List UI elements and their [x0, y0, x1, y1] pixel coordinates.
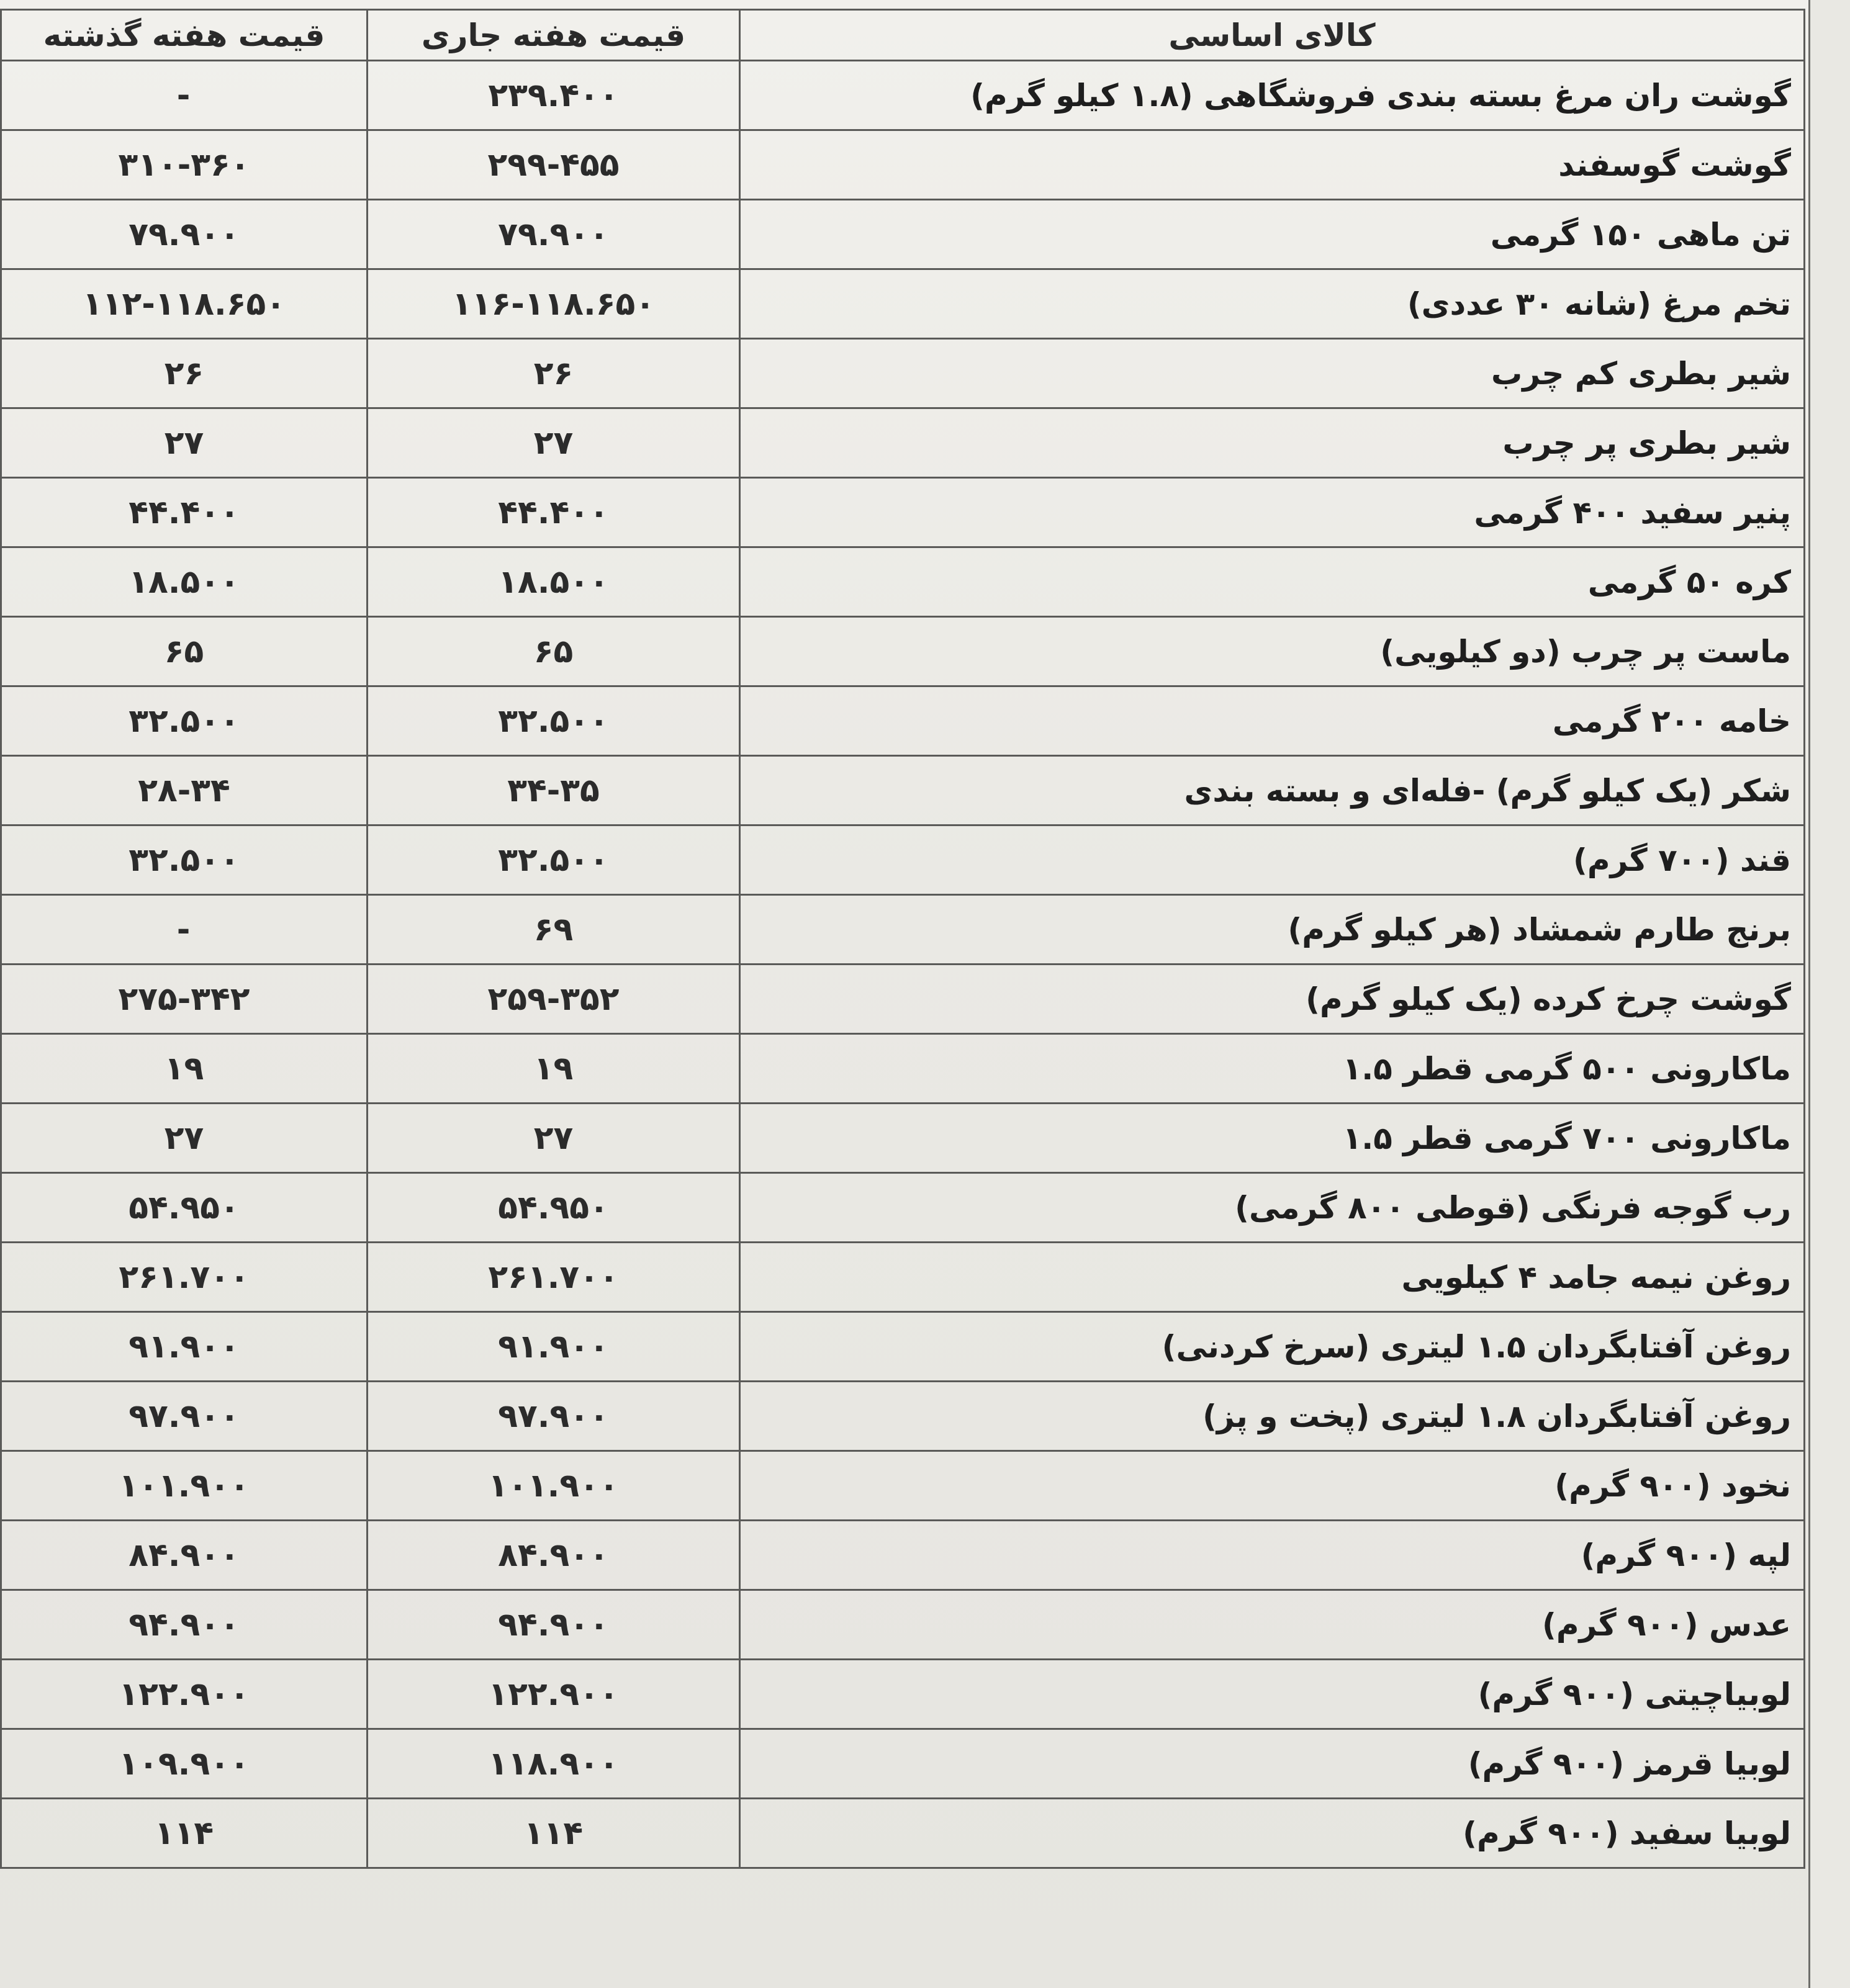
current-price-cell: ۹۱.۹۰۰ — [368, 1312, 740, 1382]
current-price-cell: ۲۷ — [368, 408, 740, 478]
previous-price-cell: - — [1, 895, 368, 965]
previous-price-cell: ۱۲۲.۹۰۰ — [1, 1660, 368, 1729]
table-body — [1, 61, 1805, 1868]
current-price-cell: ۶۵ — [368, 617, 740, 686]
current-price-cell: ۵۴.۹۵۰ — [368, 1173, 740, 1243]
current-price-cell: ۱۸.۵۰۰ — [368, 547, 740, 617]
previous-price-cell: ۲۸-۳۴ — [1, 756, 368, 825]
previous-price-cell: ۲۷ — [1, 408, 368, 478]
current-price-cell: ۳۲.۵۰۰ — [368, 686, 740, 756]
previous-price-cell: ۵۴.۹۵۰ — [1, 1173, 368, 1243]
table-header-row — [1, 10, 1805, 61]
previous-price-cell: ۱۰۹.۹۰۰ — [1, 1729, 368, 1799]
current-price-cell: ۲۶ — [368, 339, 740, 408]
table-row — [1, 1034, 1805, 1104]
previous-price-cell: ۹۷.۹۰۰ — [1, 1382, 368, 1451]
current-price-cell: ۹۴.۹۰۰ — [368, 1590, 740, 1660]
table-row — [1, 1451, 1805, 1521]
item-name-cell: قند (۷۰۰ گرم) — [740, 825, 1805, 895]
current-price-cell: ۱۱۸.۹۰۰ — [368, 1729, 740, 1799]
previous-price-cell: ۷۹.۹۰۰ — [1, 200, 368, 269]
item-name-cell: ماکارونی ۷۰۰ گرمی قطر ۱.۵ — [740, 1104, 1805, 1173]
table-row — [1, 408, 1805, 478]
previous-price-cell: ۹۱.۹۰۰ — [1, 1312, 368, 1382]
previous-price-cell: ۱۱۴ — [1, 1799, 368, 1868]
price-table — [0, 9, 1805, 1869]
table-row — [1, 617, 1805, 686]
previous-price-cell: ۲۶۱.۷۰۰ — [1, 1243, 368, 1312]
current-price-cell: ۴۴.۴۰۰ — [368, 478, 740, 547]
previous-price-cell: ۳۲.۵۰۰ — [1, 825, 368, 895]
table-row — [1, 1660, 1805, 1729]
table-row — [1, 61, 1805, 130]
table-row — [1, 756, 1805, 825]
table-row — [1, 1521, 1805, 1590]
current-price-cell: ۱۱۶-۱۱۸.۶۵۰ — [368, 269, 740, 339]
item-name-cell: تخم مرغ (شانه ۳۰ عددی) — [740, 269, 1805, 339]
previous-price-cell: ۴۴.۴۰۰ — [1, 478, 368, 547]
previous-price-cell: ۶۵ — [1, 617, 368, 686]
table-row — [1, 965, 1805, 1034]
current-price-cell: ۱۱۴ — [368, 1799, 740, 1868]
item-name-cell: خامه ۲۰۰ گرمی — [740, 686, 1805, 756]
item-name-cell: کره ۵۰ گرمی — [740, 547, 1805, 617]
table-row — [1, 825, 1805, 895]
table-row — [1, 1104, 1805, 1173]
previous-price-cell: ۱۰۱.۹۰۰ — [1, 1451, 368, 1521]
table-row — [1, 269, 1805, 339]
item-name-cell: لوبیاچیتی (۹۰۰ گرم) — [740, 1660, 1805, 1729]
current-price-cell: ۳۲.۵۰۰ — [368, 825, 740, 895]
item-name-cell: ماکارونی ۵۰۰ گرمی قطر ۱.۵ — [740, 1034, 1805, 1104]
current-price-cell: ۳۴-۳۵ — [368, 756, 740, 825]
current-price-cell: ۲۷ — [368, 1104, 740, 1173]
current-price-cell: ۲۳۹.۴۰۰ — [368, 61, 740, 130]
table-row — [1, 1382, 1805, 1451]
previous-price-cell: ۲۷۵-۳۴۲ — [1, 965, 368, 1034]
table-row — [1, 1243, 1805, 1312]
item-name-cell: شیر بطری پر چرب — [740, 408, 1805, 478]
item-name-cell: نخود (۹۰۰ گرم) — [740, 1451, 1805, 1521]
current-price-cell: ۲۶۱.۷۰۰ — [368, 1243, 740, 1312]
item-name-cell: رب گوجه فرنگی (قوطی ۸۰۰ گرمی) — [740, 1173, 1805, 1243]
item-name-cell: ماست پر چرب (دو کیلویی) — [740, 617, 1805, 686]
previous-price-cell: ۲۶ — [1, 339, 368, 408]
item-name-cell: گوشت چرخ کرده (یک کیلو گرم) — [740, 965, 1805, 1034]
previous-price-cell: - — [1, 61, 368, 130]
item-name-cell: لوبیا قرمز (۹۰۰ گرم) — [740, 1729, 1805, 1799]
table-row — [1, 200, 1805, 269]
current-price-cell: ۸۴.۹۰۰ — [368, 1521, 740, 1590]
current-price-cell: ۶۹ — [368, 895, 740, 965]
table-row — [1, 339, 1805, 408]
item-name-cell: گوشت ران مرغ بسته بندی فروشگاهی (۱.۸ کیلو گرم) — [740, 61, 1805, 130]
item-name-cell: پنیر سفید ۴۰۰ گرمی — [740, 478, 1805, 547]
current-price-cell: ۱۰۱.۹۰۰ — [368, 1451, 740, 1521]
previous-price-cell: ۳۲.۵۰۰ — [1, 686, 368, 756]
item-name-cell: گوشت گوسفند — [740, 130, 1805, 200]
current-price-cell: ۷۹.۹۰۰ — [368, 200, 740, 269]
item-name-cell: شکر (یک کیلو گرم) -فله‌ای و بسته بندی — [740, 756, 1805, 825]
item-name-cell: لپه (۹۰۰ گرم) — [740, 1521, 1805, 1590]
table-row — [1, 1729, 1805, 1799]
table-row — [1, 895, 1805, 965]
previous-price-cell: ۲۷ — [1, 1104, 368, 1173]
table-row — [1, 1173, 1805, 1243]
table-row — [1, 1312, 1805, 1382]
current-price-cell: ۱۲۲.۹۰۰ — [368, 1660, 740, 1729]
current-price-cell: ۲۵۹-۳۵۲ — [368, 965, 740, 1034]
previous-price-cell: ۱۹ — [1, 1034, 368, 1104]
previous-price-cell: ۹۴.۹۰۰ — [1, 1590, 368, 1660]
header-current-week: قیمت هفته جاری — [368, 10, 740, 61]
table-row — [1, 130, 1805, 200]
previous-price-cell: ۱۱۲-۱۱۸.۶۵۰ — [1, 269, 368, 339]
item-name-cell: تن ماهی ۱۵۰ گرمی — [740, 200, 1805, 269]
previous-price-cell: ۱۸.۵۰۰ — [1, 547, 368, 617]
table-row — [1, 478, 1805, 547]
previous-price-cell: ۸۴.۹۰۰ — [1, 1521, 368, 1590]
item-name-cell: روغن آفتابگردان ۱.۵ لیتری (سرخ کردنی) — [740, 1312, 1805, 1382]
table-row — [1, 547, 1805, 617]
table-row — [1, 1590, 1805, 1660]
current-price-cell: ۲۹۹-۴۵۵ — [368, 130, 740, 200]
item-name-cell: برنج طارم شمشاد (هر کیلو گرم) — [740, 895, 1805, 965]
item-name-cell: عدس (۹۰۰ گرم) — [740, 1590, 1805, 1660]
current-price-cell: ۱۹ — [368, 1034, 740, 1104]
table-row — [1, 1799, 1805, 1868]
page-margin — [1808, 0, 1850, 1988]
current-price-cell: ۹۷.۹۰۰ — [368, 1382, 740, 1451]
item-name-cell: روغن آفتابگردان ۱.۸ لیتری (پخت و پز) — [740, 1382, 1805, 1451]
item-name-cell: لوبیا سفید (۹۰۰ گرم) — [740, 1799, 1805, 1868]
header-item: کالای اساسی — [740, 10, 1805, 61]
previous-price-cell: ۳۱۰-۳۶۰ — [1, 130, 368, 200]
header-previous-week: قیمت هفته گذشته — [1, 10, 368, 61]
item-name-cell: روغن نیمه جامد ۴ کیلویی — [740, 1243, 1805, 1312]
table-row — [1, 686, 1805, 756]
item-name-cell: شیر بطری کم چرب — [740, 339, 1805, 408]
